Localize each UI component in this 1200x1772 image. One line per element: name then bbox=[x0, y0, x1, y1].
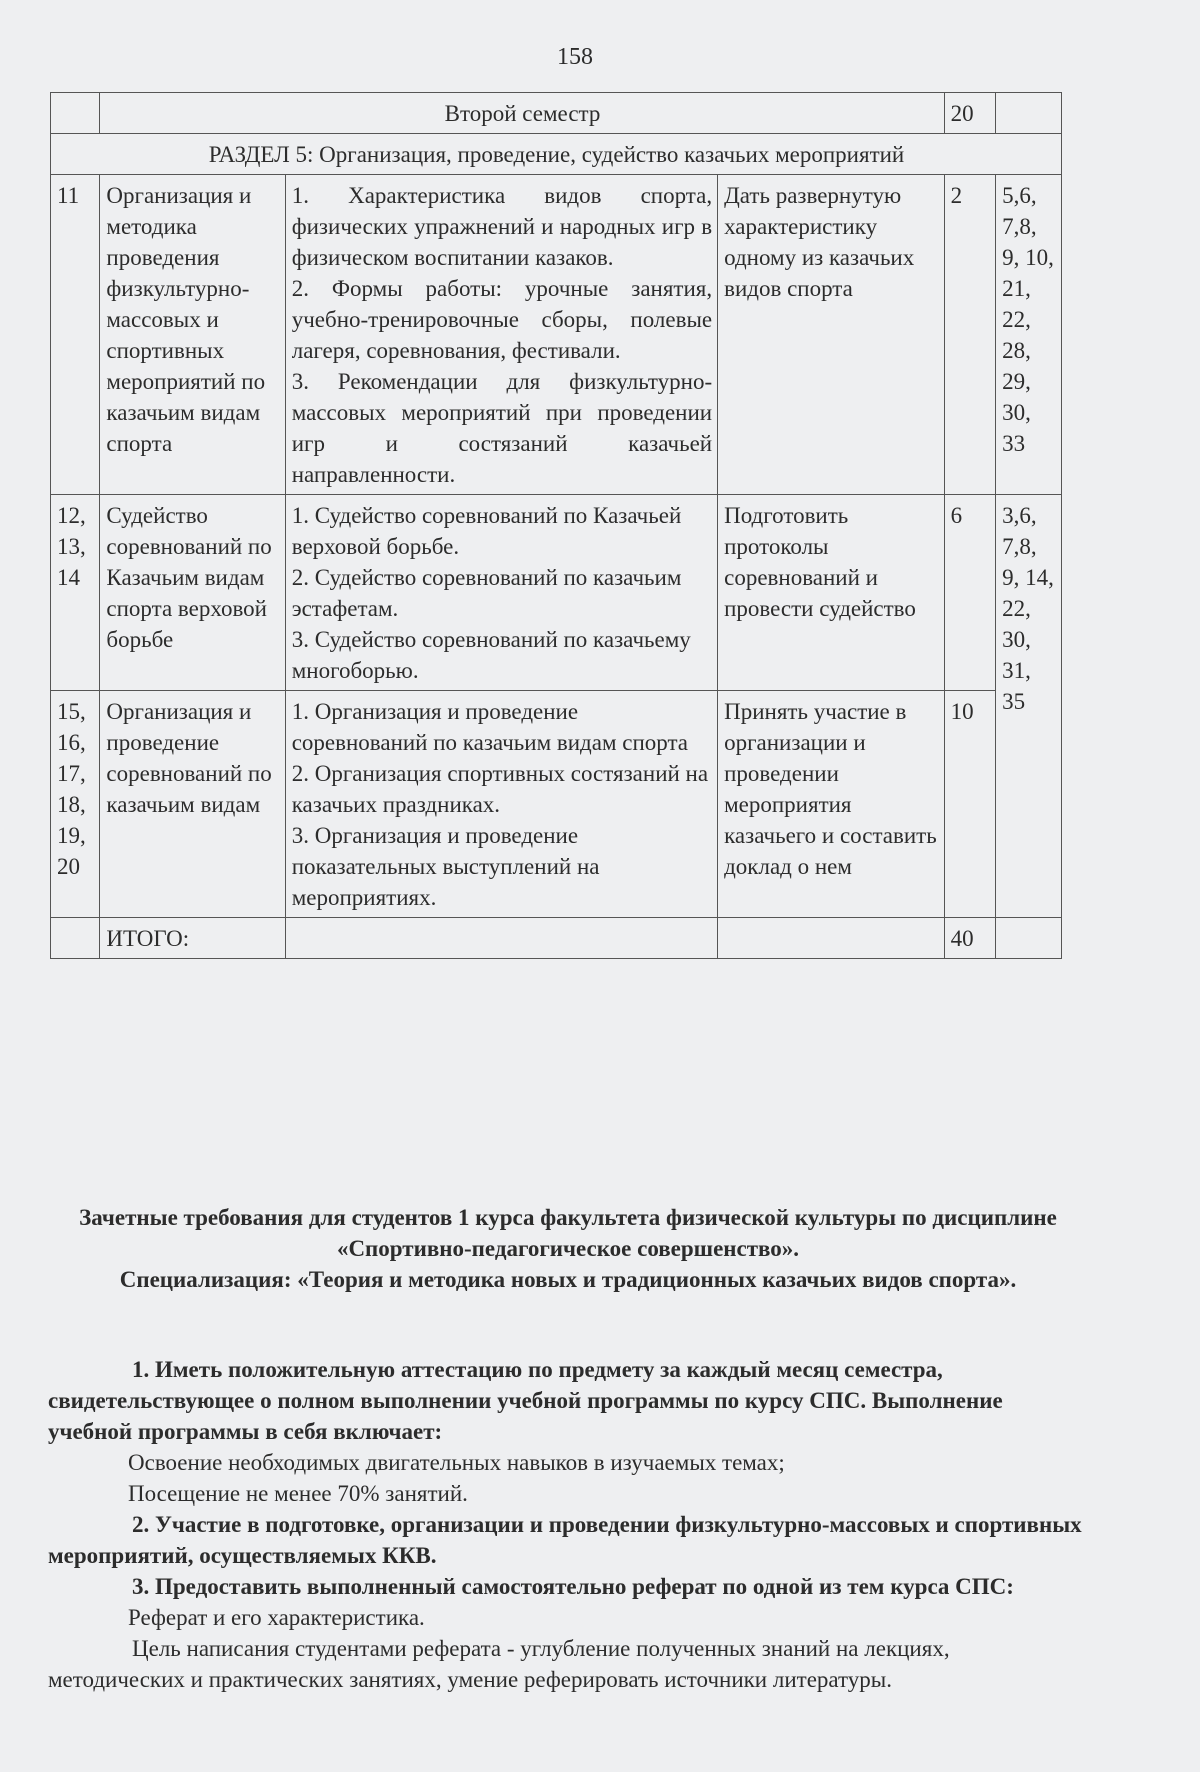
row-topic: Судейство соревнований по Казачьим видам спорта верховой борьбе bbox=[100, 495, 285, 691]
table-row bbox=[51, 691, 1062, 918]
content-item: 1. Характеристика видов спорта, физических упражнений и народных игр в физическом воспитании казаков. bbox=[291, 183, 713, 270]
content-item: 3. Рекомендации для физкультурно-массовых мероприятий при проведении игр и состязаний казачьей направленности. bbox=[291, 369, 713, 487]
row-literature: 3,6, 7,8, 9, 14, 22, 30, 31, 35 bbox=[996, 495, 1062, 918]
row-hours: 6 bbox=[944, 495, 995, 691]
content-item: 2. Формы работы: урочные занятия, учебно-тренировочные сборы, полевые лагеря, соревнования, фестивали. bbox=[291, 276, 713, 363]
requirement-item: 1. Иметь положительную аттестацию по предмету за каждый месяц семестра, свидетельствующее о полном выполнении учебной программы по курсу СПС. Выполнение учебной программы в себя включает: bbox=[48, 1357, 1003, 1444]
content-item: 2. Организация спортивных состязаний на казачьих праздниках. bbox=[291, 761, 709, 817]
requirement-detail: Посещение не менее 70% занятий. bbox=[128, 1481, 468, 1506]
total-label: ИТОГО: bbox=[100, 918, 285, 959]
row-task: Принять участие в организации и проведении мероприятия казачьего и составить доклад о нем bbox=[718, 691, 945, 918]
page-number: 158 bbox=[557, 44, 593, 70]
section-row bbox=[51, 134, 1062, 175]
requirement-item: 2. Участие в подготовке, организации и проведении физкультурно-массовых и спортивных мероприятий, осуществляемых ККВ. bbox=[48, 1512, 1082, 1568]
semester-label: Второй семестр bbox=[100, 93, 944, 134]
row-number: 11 bbox=[51, 175, 100, 495]
row-content bbox=[285, 691, 717, 918]
specialization-line: Специализация: «Теория и методика новых и традиционных казачьих видов спорта». bbox=[119, 1267, 1017, 1292]
requirement-detail: Реферат и его характеристика. bbox=[128, 1605, 425, 1630]
row-literature: 5,6, 7,8, 9, 10, 21, 22, 28, 29, 30, 33 bbox=[996, 175, 1062, 495]
curriculum-table bbox=[50, 92, 1062, 959]
content-item: 3. Организация и проведение показательных выступлений на мероприятиях. bbox=[291, 823, 600, 910]
content-item: 2. Судейство соревнований по казачьим эстафетам. bbox=[291, 565, 682, 621]
table-row bbox=[51, 495, 1062, 691]
row-content bbox=[285, 495, 717, 691]
content-item: 1. Судейство соревнований по Казачьей верховой борьбе. bbox=[291, 503, 682, 559]
content-item: 1. Организация и проведение соревнований по казачьим видам спорта bbox=[291, 699, 689, 755]
total-row bbox=[51, 918, 1062, 959]
row-hours: 10 bbox=[944, 691, 995, 918]
row-topic: Организация и методика проведения физкультурно-массовых и спортивных мероприятий по казачьим видам спорта bbox=[100, 175, 285, 495]
row-hours: 2 bbox=[944, 175, 995, 495]
content-item: 3. Судейство соревнований по казачьему многоборью. bbox=[291, 627, 691, 683]
row-task: Подготовить протоколы соревнований и провести судейство bbox=[718, 495, 945, 691]
requirements-body bbox=[48, 1354, 1088, 1695]
row-task: Дать развернутую характеристику одному из казачьих видов спорта bbox=[718, 175, 945, 495]
row-topic: Организация и проведение соревнований по казачьим видам bbox=[100, 691, 285, 918]
heading-line: Зачетные требования для студентов 1 курса факультета физической культуры по дисциплине «Спортивно-педагогическое совершенство». bbox=[79, 1205, 1057, 1261]
row-content bbox=[285, 175, 717, 495]
semester-hours: 20 bbox=[944, 93, 995, 134]
requirements-heading bbox=[48, 1202, 1088, 1295]
requirement-detail: Освоение необходимых двигательных навыков в изучаемых темах; bbox=[128, 1450, 785, 1475]
row-number: 12, 13, 14 bbox=[51, 495, 100, 691]
requirement-detail: Цель написания студентами реферата - углубление полученных знаний на лекциях, методических и практических занятиях, умение реферировать источники литературы. bbox=[48, 1636, 950, 1692]
requirement-item: 3. Предоставить выполненный самостоятельно реферат по одной из тем курса СПС: bbox=[132, 1574, 1014, 1599]
semester-row bbox=[51, 93, 1062, 134]
table-row bbox=[51, 175, 1062, 495]
section-title: РАЗДЕЛ 5: Организация, проведение, судейство казачьих мероприятий bbox=[51, 134, 1062, 175]
row-number: 15, 16, 17, 18, 19, 20 bbox=[51, 691, 100, 918]
total-hours: 40 bbox=[944, 918, 995, 959]
